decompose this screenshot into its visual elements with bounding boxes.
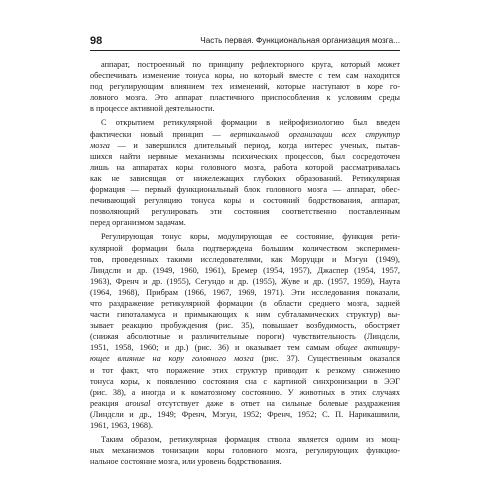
text-line (90, 206, 400, 217)
text-line (90, 195, 400, 206)
text-segment: Регулирующая тонус коры, модулирующая ее состояние, функция рети- (101, 232, 400, 242)
text-segment: (рис. 38), а иногда и к коматозному состоянию. У животных в этих случаях (90, 387, 400, 397)
text-line (90, 387, 400, 398)
text-segment: в процессе активной деятельности. (90, 104, 215, 114)
italic-text: общее активиру- (335, 343, 400, 353)
body-text (90, 59, 400, 467)
text-segment: аппарат, построенный по принципу рефлекторного круга, который может (101, 60, 400, 69)
text-segment: что раздражение ретикулярной формации (в области среднего мозга, задней (90, 298, 400, 308)
text-segment: формация — первый функциональный блок головного мозга — аппарат, обес- (90, 185, 400, 195)
text-segment: 1961, 1963, 1968). (90, 421, 153, 430)
text-line (90, 243, 400, 254)
text-segment: как не зависящая от нижележащих глубоких образований. Ретикулярная (90, 173, 400, 183)
text-line (90, 365, 400, 376)
text-line (90, 409, 400, 420)
paragraph (90, 231, 400, 431)
text-line (90, 320, 400, 331)
text-line (90, 117, 400, 128)
text-line (90, 276, 400, 287)
page-header (90, 35, 400, 51)
text-line (90, 353, 400, 364)
text-segment: (рис. 37). Существенным оказался (253, 354, 400, 364)
text-segment: кулярной формации была подтверждена большим количеством эксперимен- (90, 243, 400, 253)
text-line (90, 81, 400, 92)
text-segment: тов, проведенных такими исследователями, как Моруцци и Мэгун (1949), (90, 254, 400, 264)
text-line (90, 456, 400, 467)
italic-text: arousal (125, 398, 151, 408)
text-segment: ных механизмов тонизации коры головного мозга, регулирующих функцио- (90, 446, 400, 456)
text-line (90, 217, 400, 228)
text-line (90, 162, 400, 173)
text-segment: позволяющий регулировать эти состояния соответственно поставленным (90, 207, 400, 217)
text-line (90, 254, 400, 265)
text-segment: (1964, 1968), Прибрам (1966, 1967, 1969, 1971). Эти исследования показали, (90, 287, 400, 297)
text-segment: Линдсли и др. (1949, 1960, 1961), Бремер (1954, 1957), Джаспер (1954, 1957, (90, 265, 400, 275)
text-segment: реакция (90, 398, 126, 408)
text-line (90, 129, 400, 140)
text-segment: отсутствует даже в ответ на сильные болевые раздражения (150, 398, 400, 408)
text-segment: под регулирующим влиянием тех изменений, которые наступают в коре го- (90, 82, 400, 92)
text-segment: и тот факт, что поражение этих структур приводит к резкому снижению (90, 365, 400, 375)
text-line (90, 420, 400, 431)
text-line (90, 59, 400, 70)
text-segment: шихся найти нервные механизмы психических процессов, был сосредоточен (90, 151, 400, 161)
italic-text: ющее влияние на кору головного мозга (90, 354, 254, 364)
text-segment: нальное состояние мозга, или уровень бодрствования. (90, 457, 282, 467)
text-line (90, 140, 400, 151)
text-segment: лишь на аппаратах коры головного мозга, работа которой рассматривалась (90, 162, 400, 172)
page-number: 98 (90, 35, 103, 47)
text-segment: 1951, 1958, 1960; и др.) (рис. 36) и оказывает тем самым (90, 343, 336, 353)
text-segment: Таким образом, ретикулярная формация ствола является одним из мощ- (101, 435, 400, 445)
text-line (90, 287, 400, 298)
text-segment: перед организмом задачам. (90, 218, 186, 228)
text-line (90, 445, 400, 456)
text-segment: тонуса коры, к появлению состояния сна с картиной синхронизации в ЭЭГ (90, 376, 400, 386)
text-line (90, 434, 400, 445)
italic-text: мозга (90, 140, 110, 150)
text-line (90, 331, 400, 342)
text-segment: печивающий регуляцию тонуса коры и состояний бодрствования, аппарат, (90, 196, 400, 206)
text-segment: — и завершился длительный период, когда интерес ученых, пытав- (109, 140, 400, 150)
text-line (90, 376, 400, 387)
text-line (90, 398, 400, 409)
paragraph (90, 117, 400, 228)
italic-text: вертикальной организации всех структур (230, 129, 401, 139)
text-line (90, 92, 400, 103)
text-line (90, 184, 400, 195)
text-segment: ловного мозга. Это аппарат пластичного приспособления к условиям среды (90, 93, 400, 103)
text-line (90, 173, 400, 184)
text-segment: части гипоталамуса и примыкающих к ним субталамических структур) вы- (90, 310, 400, 320)
text-segment: фактически новый принцип — (90, 129, 231, 139)
paragraph (90, 434, 400, 467)
text-line (90, 265, 400, 276)
text-line (90, 231, 400, 242)
text-segment: С открытием ретикулярной формации в нейрофизиологию был введен (101, 118, 400, 128)
text-segment: 1963), Френч и др. (1955), Сегундо и др. (1955), Жуве и др. (1957, 1959), Наута (90, 276, 400, 286)
text-segment: (Линдсли и др., 1949; Френч, Мэгун, 1952; Френч, 1952; С. П. Нарикашвили, (90, 409, 400, 419)
running-head: Часть первая. Функциональная организация мозга... (200, 36, 400, 45)
text-line (90, 70, 400, 81)
paragraph (90, 59, 400, 114)
text-line (90, 309, 400, 320)
text-segment: обеспечивать изменение тонуса коры, но который вместе с тем сам находится (90, 71, 400, 81)
text-line (90, 103, 400, 114)
text-segment: зывает реакцию пробуждения (рис. 35), повышает возбудимость, обостряет (90, 321, 400, 331)
text-line (90, 151, 400, 162)
text-segment: (снижая абсолютные и различительные пороги) чувствительность (Линдсли, (90, 332, 400, 342)
text-line (90, 298, 400, 309)
text-line (90, 342, 400, 353)
